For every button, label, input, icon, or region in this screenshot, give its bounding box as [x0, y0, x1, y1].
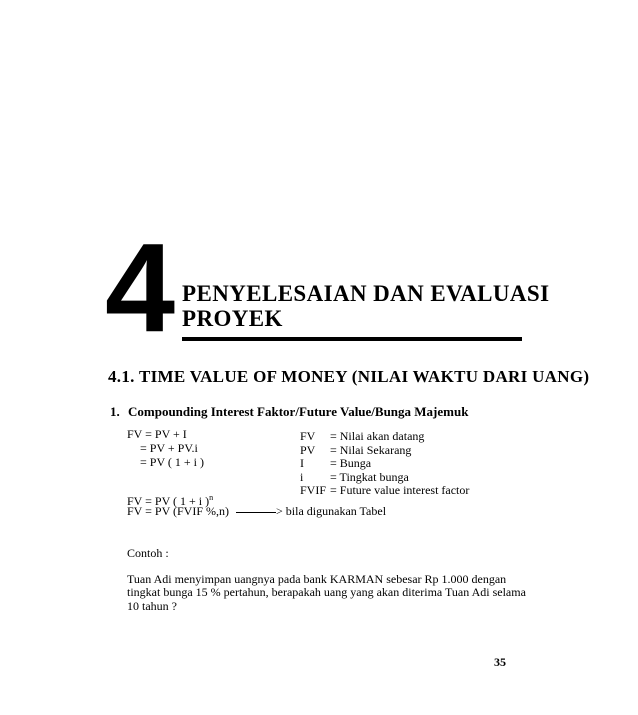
- chapter-divider: [182, 337, 522, 341]
- subsection-title: Compounding Interest Faktor/Future Value/Bunga Majemuk: [128, 404, 469, 419]
- legend-item: [300, 444, 469, 458]
- legend-item: [300, 457, 469, 471]
- legend-symbol: PV: [300, 442, 316, 457]
- arrow-line: [236, 512, 276, 513]
- example-label: Contoh :: [127, 546, 169, 560]
- subsection-heading: [110, 404, 468, 420]
- legend-symbol: I: [300, 456, 304, 470]
- formula-line-3: = PV ( 1 + i ): [140, 455, 204, 469]
- legend-item: [300, 484, 469, 498]
- subsection-number: 1.: [110, 404, 120, 419]
- formula-exponent: n: [209, 493, 214, 502]
- legend-desc: = Tingkat bunga: [330, 469, 409, 484]
- example-text-line-2: tingkat bunga 15 % pertahun, berapakah uang yang akan diterima Tuan Adi selama: [127, 585, 526, 599]
- example-text-line-3: 10 tahun ?: [127, 598, 177, 613]
- section-heading: 4.1. TIME VALUE OF MONEY (NILAI WAKTU DARI UANG): [108, 367, 590, 386]
- legend-desc: = Bunga: [330, 456, 372, 470]
- example-block: [127, 547, 526, 613]
- legend-symbol: i: [300, 469, 304, 484]
- chapter-title-line-1: PENYELESAIAN DAN EVALUASI: [182, 281, 550, 306]
- symbol-legend: [300, 430, 469, 498]
- chapter-title-line-2: PROYEK: [182, 306, 283, 331]
- legend-desc: = Nilai Sekarang: [330, 442, 412, 457]
- formula-line-1: FV = PV + I: [127, 427, 187, 441]
- chapter-number: 4: [105, 217, 172, 358]
- formula-table: FV = PV (FVIF %,n): [127, 504, 230, 518]
- example-text-line-1: Tuan Adi menyimpan uangnya pada bank KARMAN sebesar Rp 1.000 dengan: [127, 571, 507, 586]
- legend-symbol: FVIF: [300, 483, 327, 497]
- formula-compound: FV = PV ( 1 + i ): [127, 494, 210, 508]
- formula-line-5: [127, 505, 386, 518]
- chapter-title: [182, 281, 549, 331]
- page-number: 35: [494, 655, 506, 669]
- formula-table-note: > bila digunakan Tabel: [276, 504, 387, 518]
- legend-item: [300, 430, 469, 444]
- legend-desc: = Future value interest factor: [330, 483, 470, 497]
- formula-line-2: = PV + PV.i: [140, 441, 198, 455]
- legend-item: [300, 471, 469, 485]
- legend-desc: = Nilai akan datang: [330, 429, 425, 443]
- legend-symbol: FV: [300, 429, 316, 443]
